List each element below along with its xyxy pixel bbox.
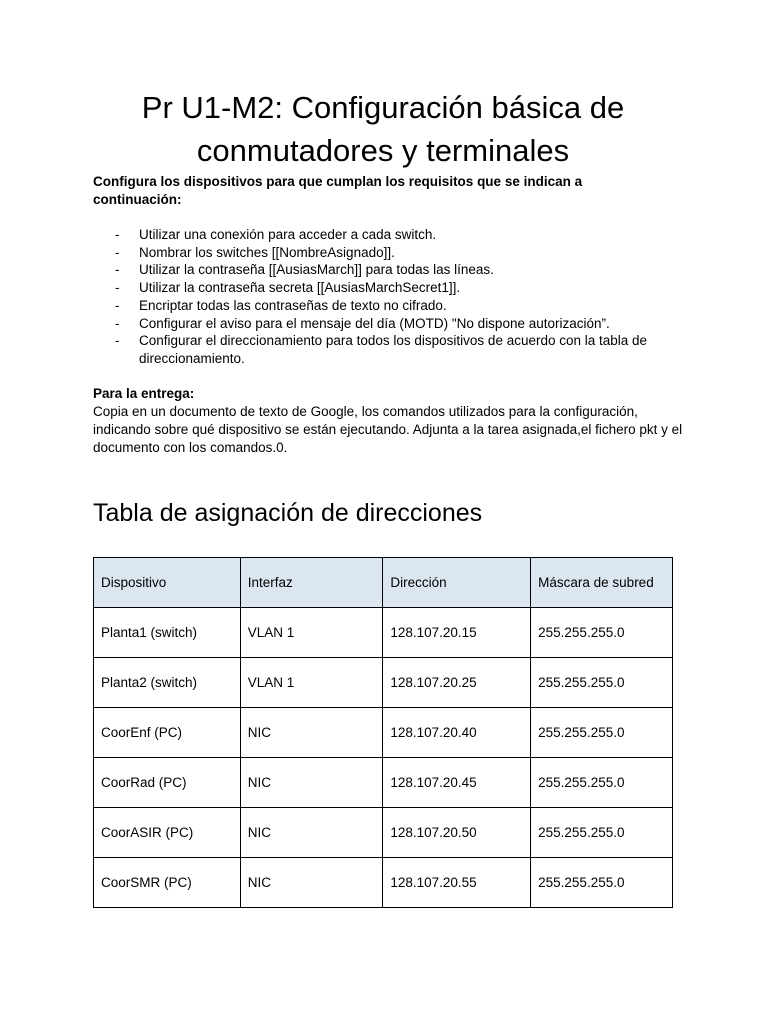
table-header-row bbox=[94, 558, 673, 608]
table-cell: 128.107.20.55 bbox=[383, 858, 531, 908]
table-cell: 128.107.20.40 bbox=[383, 708, 531, 758]
table-cell: 255.255.255.0 bbox=[531, 858, 673, 908]
table-cell: Planta1 (switch) bbox=[94, 608, 241, 658]
table-row bbox=[94, 658, 673, 708]
requirement-text: Nombrar los switches [[NombreAsignado]]. bbox=[139, 244, 395, 260]
requirement-item: - Nombrar los switches [[NombreAsignado]]. bbox=[115, 244, 395, 260]
delivery-heading: Para la entrega: bbox=[93, 386, 195, 401]
header-cell: Dispositivo bbox=[94, 558, 241, 608]
table-cell: VLAN 1 bbox=[240, 658, 383, 708]
table-heading: Tabla de asignación de direcciones bbox=[93, 499, 483, 527]
table-cell: 255.255.255.0 bbox=[531, 608, 673, 658]
header-cell: Dirección bbox=[383, 558, 531, 608]
table-cell: Planta2 (switch) bbox=[94, 658, 241, 708]
title-line-1: Pr U1-M2: Configuración básica de bbox=[141, 90, 625, 125]
table-cell: 128.107.20.50 bbox=[383, 808, 531, 858]
requirement-text: Utilizar una conexión para acceder a cada switch. bbox=[139, 227, 437, 242]
table-cell: 128.107.20.15 bbox=[383, 608, 531, 658]
table-row bbox=[94, 808, 673, 858]
title-line-2: conmutadores y terminales bbox=[196, 133, 570, 168]
requirements-list bbox=[93, 226, 683, 368]
table-cell: 128.107.20.45 bbox=[383, 758, 531, 808]
table-cell: NIC bbox=[240, 758, 383, 808]
table-cell: 255.255.255.0 bbox=[531, 708, 673, 758]
requirement-item: - Encriptar todas las contraseñas de texto no cifrado. bbox=[115, 297, 447, 313]
intro-text bbox=[93, 173, 653, 209]
requirement-text: Utilizar la contraseña [[AusiasMarch]] para todas las líneas. bbox=[139, 262, 494, 278]
table-cell: NIC bbox=[240, 858, 383, 908]
requirement-text: Configurar el direccionamiento para todos los dispositivos de acuerdo con la tabla de direccionamiento. bbox=[139, 333, 648, 366]
requirement-text: Configurar el aviso para el mensaje del día (MOTD) "No dispone autorización”. bbox=[139, 315, 610, 331]
intro-line-2: continuación: bbox=[93, 192, 182, 207]
table-cell: NIC bbox=[240, 708, 383, 758]
requirement-text: Encriptar todas las contraseñas de texto no cifrado. bbox=[139, 297, 447, 313]
table-cell: 255.255.255.0 bbox=[531, 658, 673, 708]
requirement-item: - Utilizar la contraseña secreta [[AusiasMarchSecret1]]. bbox=[115, 280, 461, 296]
table-cell: 255.255.255.0 bbox=[531, 808, 673, 858]
table-cell: VLAN 1 bbox=[240, 608, 383, 658]
delivery-text: Copia en un documento de texto de Google, los comandos utilizados para la configuración, indicando sobre qué dispositivo se están ejecutando. Adjunta a la tarea asignada,el fichero pkt y el documento con los comandos.0. bbox=[93, 404, 683, 455]
requirement-text: Utilizar la contraseña secreta [[AusiasMarchSecret1]]. bbox=[139, 280, 461, 296]
header-cell: Interfaz bbox=[240, 558, 383, 608]
table-row bbox=[94, 858, 673, 908]
table-cell: CoorEnf (PC) bbox=[94, 708, 241, 758]
table-cell: 128.107.20.25 bbox=[383, 658, 531, 708]
table-cell: CoorSMR (PC) bbox=[94, 858, 241, 908]
table-cell: 255.255.255.0 bbox=[531, 758, 673, 808]
intro-line-1: Configura los dispositivos para que cumplan los requisitos que se indican a bbox=[93, 174, 583, 189]
header-cell: Máscara de subred bbox=[531, 558, 673, 608]
requirement-item: - Utilizar la contraseña [[AusiasMarch]] para todas las líneas. bbox=[115, 262, 494, 278]
address-table bbox=[93, 557, 673, 908]
table-row bbox=[94, 758, 673, 808]
table-row bbox=[94, 608, 673, 658]
document-title bbox=[93, 86, 673, 172]
requirement-item: - Configurar el aviso para el mensaje del día (MOTD) "No dispone autorización”. bbox=[115, 315, 610, 331]
table-cell: CoorASIR (PC) bbox=[94, 808, 241, 858]
requirement-item: - Configurar el direccionamiento para todos los dispositivos de acuerdo con la tabla de direccionamiento. bbox=[115, 333, 648, 366]
delivery-section bbox=[93, 385, 683, 457]
table-cell: NIC bbox=[240, 808, 383, 858]
table-row bbox=[94, 708, 673, 758]
table-cell: CoorRad (PC) bbox=[94, 758, 241, 808]
requirement-item: - Utilizar una conexión para acceder a cada switch. bbox=[115, 227, 437, 242]
